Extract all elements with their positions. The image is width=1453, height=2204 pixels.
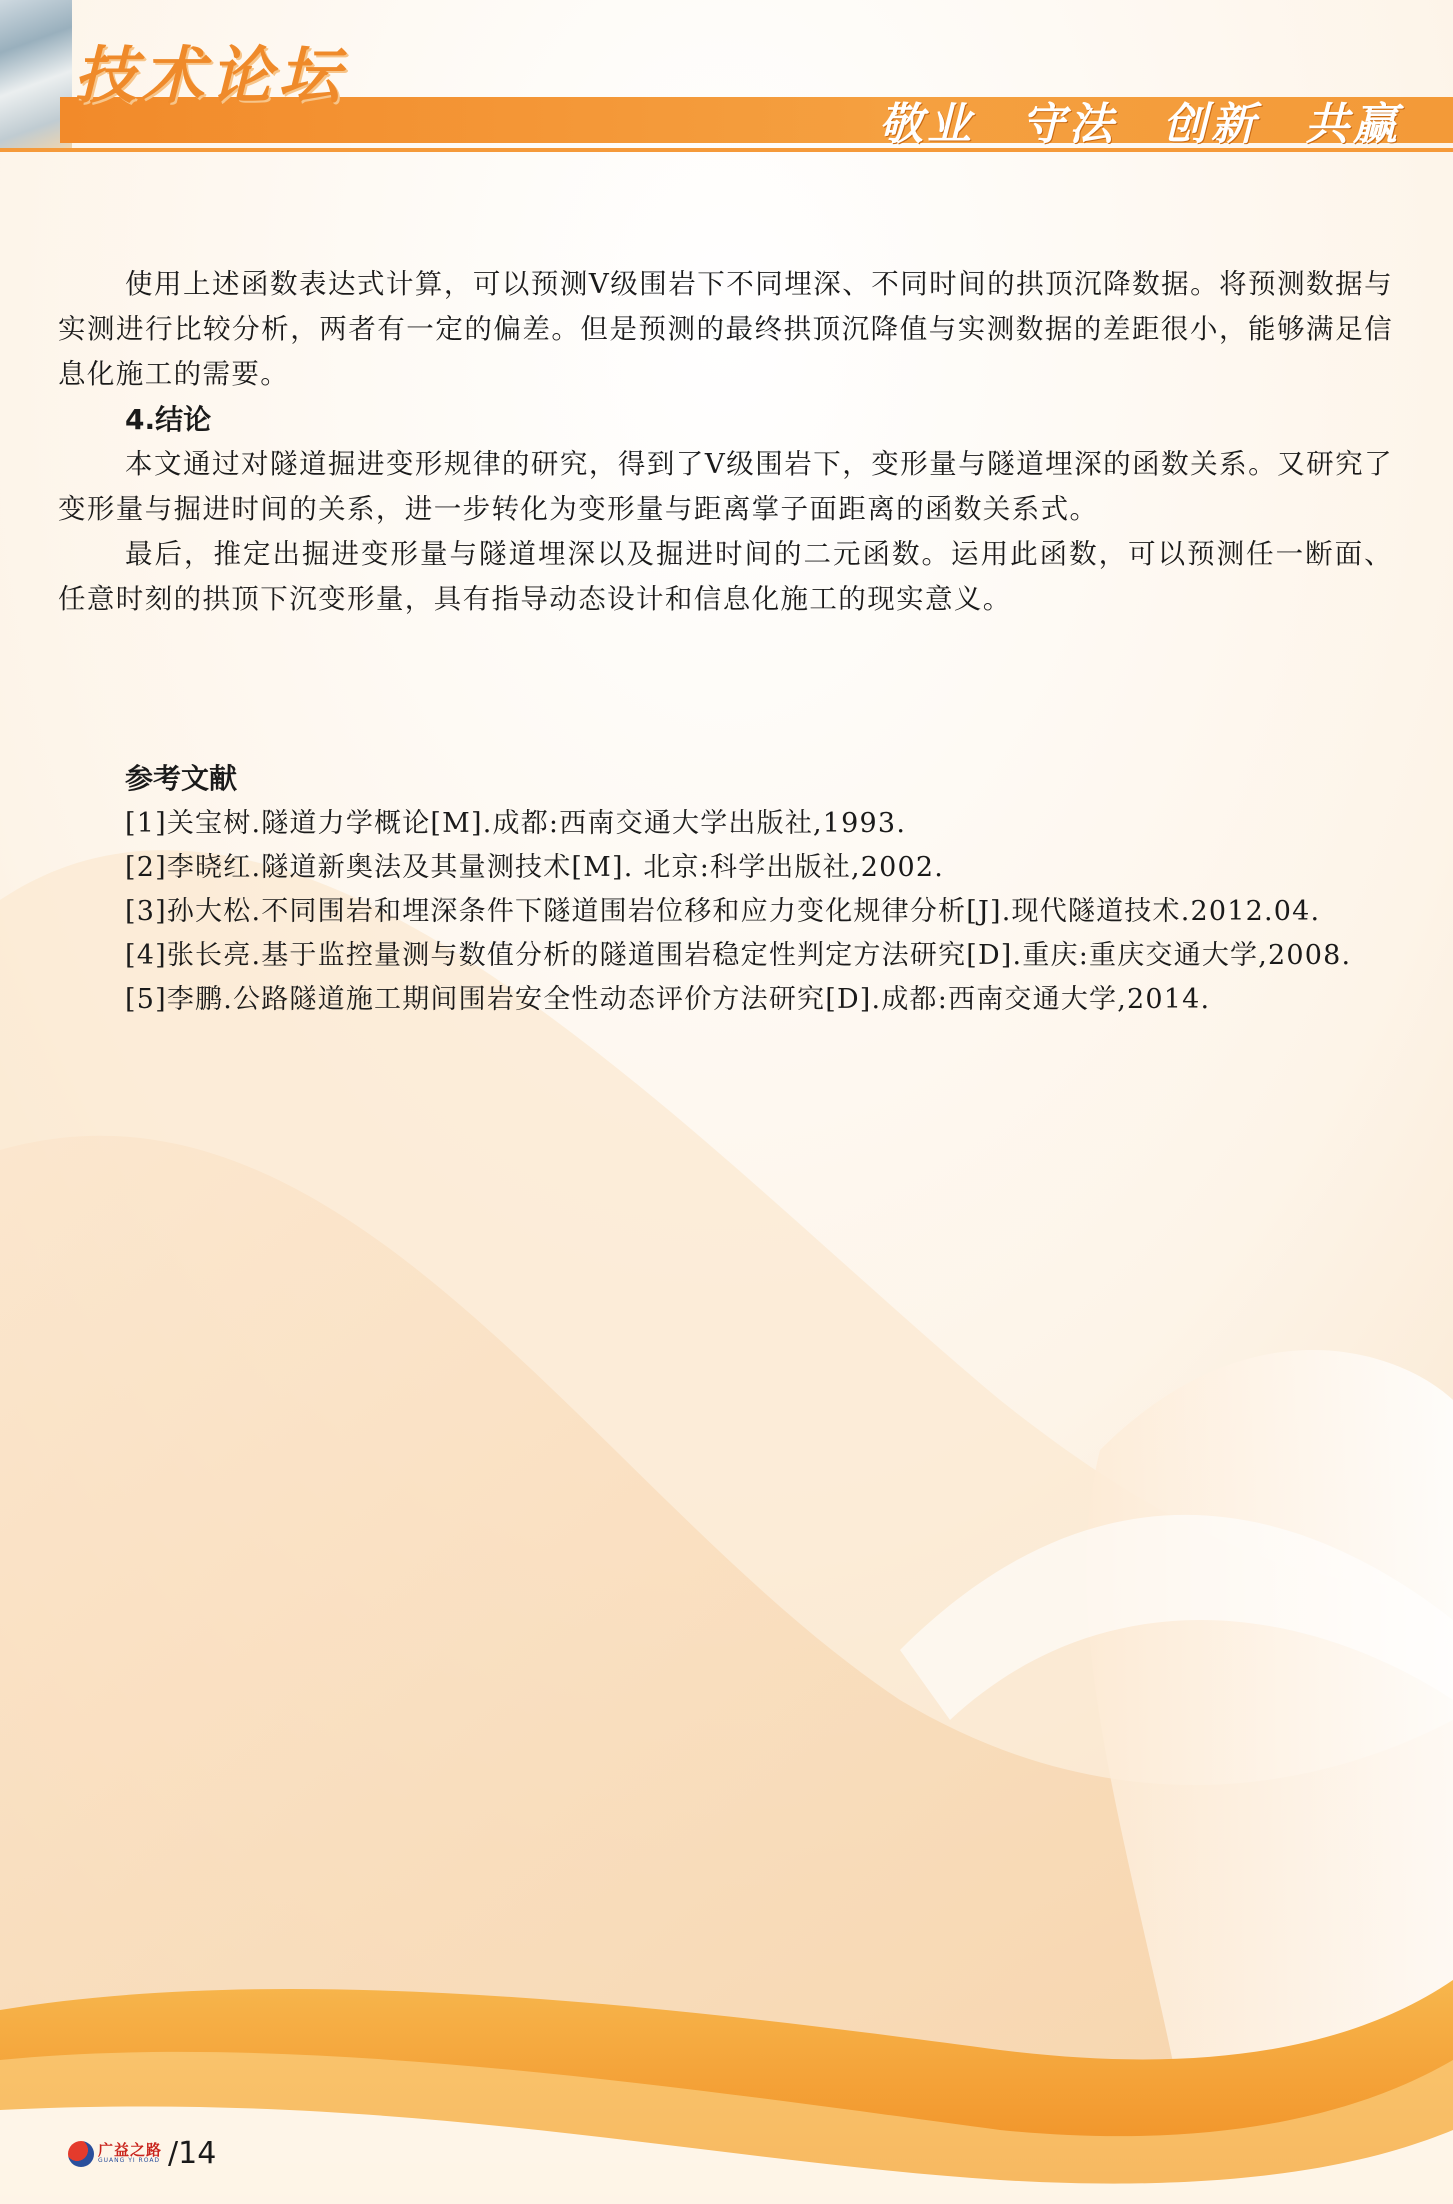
header-motto: [879, 97, 1401, 150]
reference-item: [4]张长亮.基于监控量测与数值分析的隧道围岩稳定性判定方法研究[D].重庆:重庆交通大学,2008.: [125, 940, 1352, 971]
logo-icon: [68, 2141, 94, 2167]
motto-word: 守法: [1021, 99, 1117, 150]
page-header: [0, 0, 1453, 170]
references-heading: 参考文献: [125, 762, 238, 795]
section-heading: 4.结论: [125, 403, 212, 436]
body-paragraph: 使用上述函数表达式计算，可以预测V级围岩下不同埋深、不同时间的拱顶沉降数据。将预测数据与实测进行比较分析，两者有一定的偏差。但是预测的最终拱顶沉降值与实测数据的差距很小，能够满足信息化施工的需要。: [58, 268, 1393, 390]
logo-text: 广益之路: [98, 2141, 163, 2159]
references-section: [58, 757, 1393, 1022]
page-number: /14: [168, 2136, 217, 2171]
motto-word: 敬业: [879, 99, 975, 150]
reference-item: [5]李鹏.公路隧道施工期间围岩安全性动态评价方法研究[D].成都:西南交通大学,2014.: [125, 984, 1211, 1015]
logo-subtext: GUANG YI ROAD: [98, 2157, 161, 2164]
reference-item: [2]李晓红.隧道新奥法及其量测技术[M]. 北京:科学出版社,2002.: [125, 852, 945, 883]
motto-word: 创新: [1163, 99, 1259, 150]
article-body: [58, 262, 1393, 622]
reference-item: [3]孙大松.不同围岩和埋深条件下隧道围岩位移和应力变化规律分析[J].现代隧道技术.2012.04.: [125, 896, 1321, 927]
motto-word: 共赢: [1305, 99, 1401, 150]
section-title: 技术论坛: [74, 39, 347, 112]
body-paragraph: 最后，推定出掘进变形量与隧道埋深以及掘进时间的二元函数。运用此函数，可以预测任一断面、任意时刻的拱顶下沉变形量，具有指导动态设计和信息化施工的现实意义。: [58, 538, 1393, 615]
body-paragraph: 本文通过对隧道掘进变形规律的研究，得到了V级围岩下，变形量与隧道埋深的函数关系。又研究了变形量与掘进时间的关系，进一步转化为变形量与距离掌子面距离的函数关系式。: [58, 448, 1393, 525]
page-footer: [68, 2136, 216, 2171]
publication-logo: [68, 2141, 162, 2167]
reference-item: [1]关宝树.隧道力学概论[M].成都:西南交通大学出版社,1993.: [125, 808, 907, 839]
